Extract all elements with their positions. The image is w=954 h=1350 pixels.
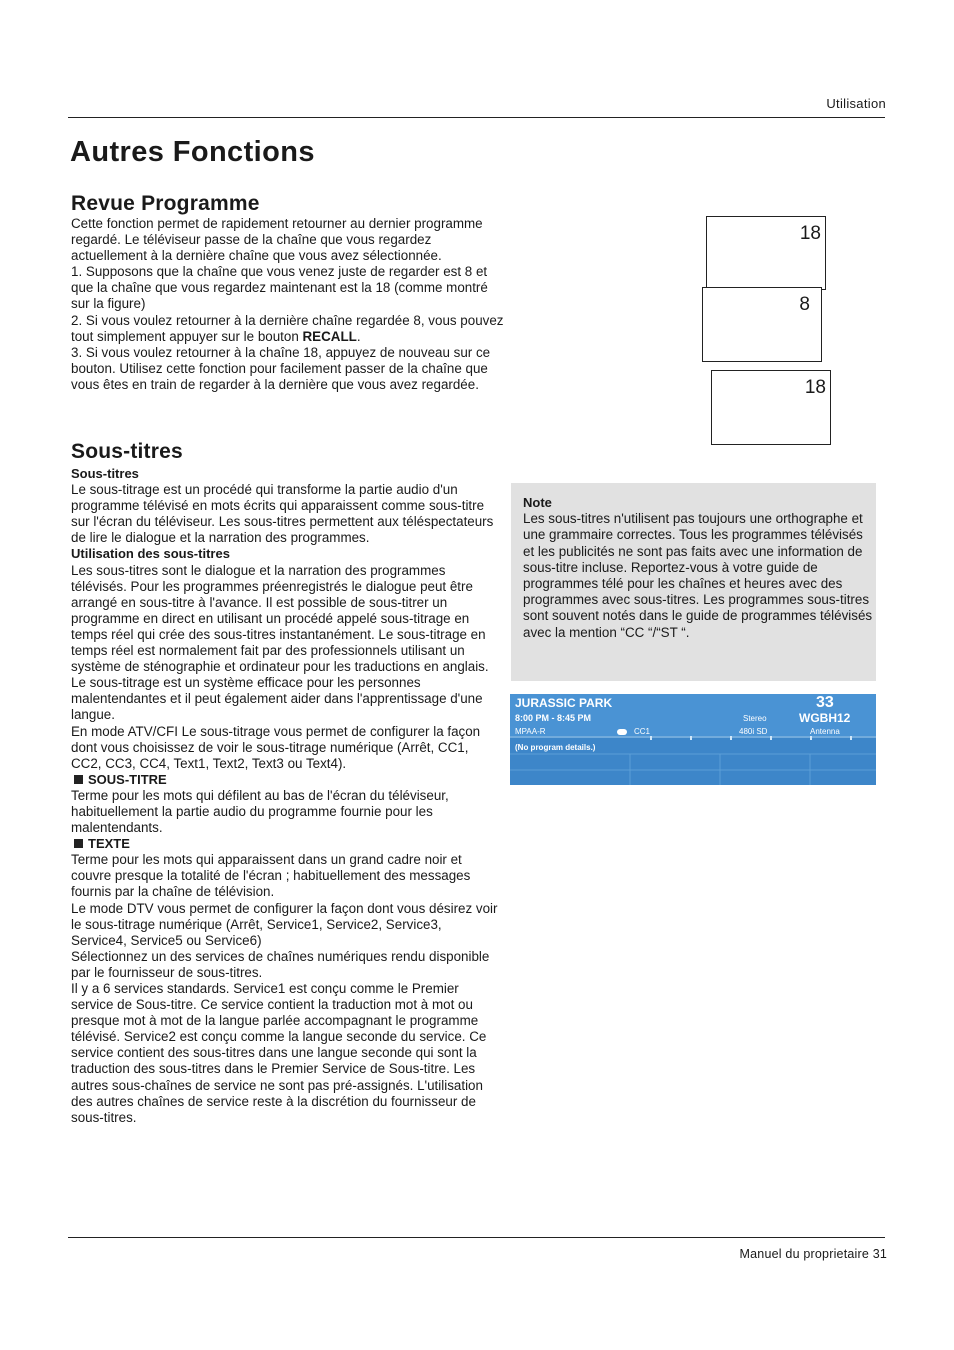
revue-heading: Revue Programme xyxy=(71,192,260,215)
soustitres-p7: Sélectionnez un des services de chaînes numériques rendu disponible par le fournisseur de sous-titres. xyxy=(71,948,490,980)
soustitres-p2: Les sous-titres sont le dialogue et la narration des programmes télévisés. Pour les programmes préenregistrés le dialogue peut être arrangé en sous-titre à l'avance. Il est possible de sous-titrer un programme en direct en utilisant un procédé appelé sous-titrage en temps réel qui crée des sous-titres instantanément. Le sous-titrage en temps réel est normalement fait par des professionnels utilisant un système de sténographie et ordinateur pour les traductions en anglais. Le sous-titrage est un système efficace pour les personnes malentendantes et il peut également aider dans l'apprentissage d'une langue. xyxy=(71,562,489,723)
note-title: Note xyxy=(523,495,552,510)
revue-step2 xyxy=(71,313,505,345)
soustitres-heading: Sous-titres xyxy=(71,440,183,463)
channel-number: 18 xyxy=(804,377,826,398)
tv-info-banner xyxy=(510,694,876,785)
bullet-texte-label: TEXTE xyxy=(88,836,130,852)
channel-screen-previous xyxy=(702,287,822,362)
revue-step1: 1. Supposons que la chaîne que vous venez juste de regarder est 8 et que la chaîne que vous regardez maintenant est la 18 (comme montré sur la figure) xyxy=(71,264,488,312)
revue-intro: Cette fonction permet de rapidement retourner au dernier programme regardé. Le téléviseur passe de la chaîne que vous regardez actuellement à la dernière chaîne que vous avez sélectionnée. xyxy=(71,216,483,264)
note-text: Les sous-titres n'utilisent pas toujours une orthographe et une grammaire correctes. Tous les programmes télévisés et les publicités ne sont pas faits avec une information de sous-titre incluse. Reportez-vous à votre guide de programmes télé pour les chaînes et heures avec des programmes avec sous-titres. Les programmes sous-titres sont souvent notés dans le guide de programmes télévisés avec la mention “CC “/“ST “. xyxy=(523,511,873,640)
channel-number: 18 xyxy=(799,223,821,244)
page-footer: Manuel du proprietaire 31 xyxy=(739,1247,887,1261)
bullet-soustitre xyxy=(71,772,499,788)
square-bullet-icon xyxy=(74,775,83,784)
soustitres-p5: Terme pour les mots qui apparaissent dans un grand cadre noir et couvre presque la totalité de l'écran ; habituellement des messages fournis par la chaîne de télévision. xyxy=(71,852,471,900)
page-title: Autres Fonctions xyxy=(70,136,315,168)
square-bullet-icon xyxy=(74,839,83,848)
revue-step2-end: . xyxy=(356,328,361,344)
bullet-texte xyxy=(71,836,499,852)
note-box xyxy=(511,483,876,681)
soustitres-p6: Le mode DTV vous permet de configurer la façon dont vous désirez voir le sous-titrage numérique (Arrêt, Service1, Service2, Service3, Service4, Service5 ou Service6) xyxy=(71,900,498,948)
soustitres-p8: Il y a 6 services standards. Service1 est conçu comme le Premier service de Sous-titre. Ce service contient la traduction mot à mot ou presque mot à mot de la langue parlée accompagnant le programme télévisé. Service2 est conçu comme la langue seconde du service. Ce service contient des sous-titres dans une langue seconde qui sont la traduction des sous-titres dans le Premier Service de Sous-titre. Les autres sous-chaînes de service ne sont pas pré-assignés. L'utilisation des autres chaînes de service reste à la discrétion du fournisseur de sous-titres. xyxy=(71,981,487,1125)
banner-program: JURASSIC PARK xyxy=(515,696,613,710)
revue-body xyxy=(71,216,505,393)
soustitres-p3: En mode ATV/CFI Le sous-titrage vous permet de configurer la façon dont vous choisissez de voir le sous-titrage numérique (Arrêt, CC1, CC2, CC3, CC4, Text1, Text2, Text3 ou Text4). xyxy=(71,723,481,771)
channel-screen-current xyxy=(706,216,826,290)
soustitres-p1: Le sous-titrage est un procédé qui transforme la partie audio d'un programme télévisé en mots écrits qui apparaissent comme sous-titre sur l'écran du téléviseur. Les sous-titres permettent aux téléspectateurs de lire le dialogue et la narration des programmes. xyxy=(71,482,494,546)
running-header: Utilisation xyxy=(826,96,886,111)
channel-number: 8 xyxy=(799,294,810,315)
banner-time: 8:00 PM - 8:45 PM xyxy=(515,713,592,723)
channel-screen-recalled xyxy=(711,370,831,445)
banner-cc: CC1 xyxy=(634,727,651,736)
revue-step2-text: 2. Si vous voulez retourner à la dernière chaîne regardée 8, vous pouvez tout simplement appuyer sur le bouton xyxy=(71,312,504,344)
recall-button-label: RECALL xyxy=(302,328,357,344)
revue-step3: 3. Si vous voulez retourner à la chaîne 18, appuyez de nouveau sur ce bouton. Utilisez cette fonction pour facilement passer de la chaîne que vous êtes en train de regarder à la dernière que vous avez regardée. xyxy=(71,344,491,392)
bullet-soustitre-label: SOUS-TITRE xyxy=(88,771,167,787)
subheading-utilisation: Utilisation des sous-titres xyxy=(71,546,230,562)
soustitres-p4: Terme pour les mots qui défilent au bas de l'écran du téléviseur, habituellement la partie audio du programme fournie pour les malentendants. xyxy=(71,787,449,836)
soustitres-body xyxy=(71,466,499,1126)
banner-rating: MPAA-R xyxy=(515,727,546,736)
banner-source: Antenna xyxy=(810,727,840,736)
footer-rule xyxy=(68,1237,885,1238)
banner-audio: Stereo xyxy=(743,714,767,723)
banner-station: WGBH12 xyxy=(799,711,851,725)
header-rule xyxy=(68,117,885,118)
banner-resolution: 480i SD xyxy=(739,727,768,736)
subheading-soustitres: Sous-titres xyxy=(71,466,139,481)
banner-channel-number: 33 xyxy=(816,694,834,711)
banner-details: (No program details.) xyxy=(515,743,596,752)
